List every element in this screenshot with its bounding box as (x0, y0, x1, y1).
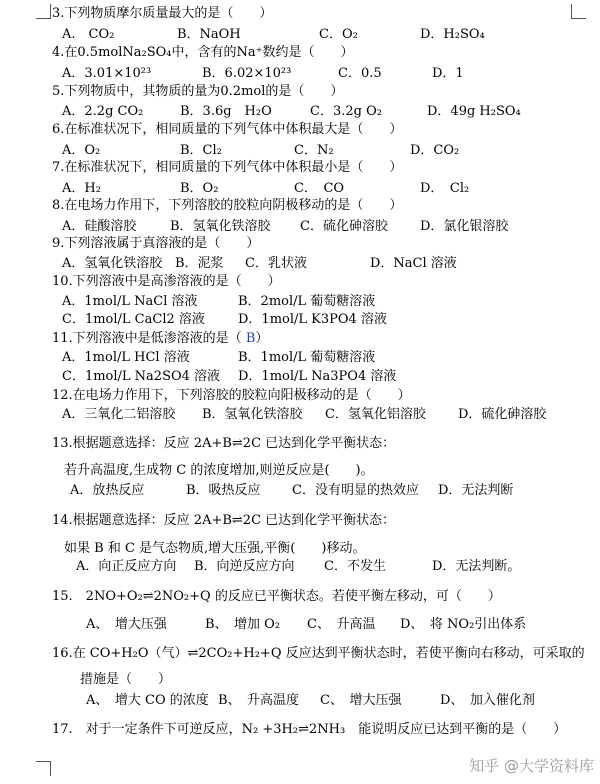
option-b: B．氢氧化铁溶胶 (202, 407, 303, 422)
question-stem: 12.在电场力作用下，下列溶胶的胶粒向阳极移动的是（ ） (52, 388, 411, 403)
option-c: C．氢氧化铝溶胶 (325, 407, 426, 422)
question-substem: 若升高温度,生成物 C 的浓度增加,则逆反应是( )。 (64, 463, 374, 478)
option-b: B．2mol/L 葡萄糖溶液 (238, 294, 376, 309)
option-c: C．乳状液 (245, 256, 307, 271)
option-d: D．CO₂ (410, 143, 460, 158)
option-c: C．1mol/L Na2SO4 溶液 (62, 369, 221, 384)
option-a: A．1mol/L NaCl 溶液 (62, 294, 198, 309)
question-stem: 4.在0.5molNa₂SO₄中，含有的Na⁺数约是（ ） (52, 45, 354, 60)
option-c: C、 升高温 (307, 617, 376, 632)
option-c: C、 增大压强 (320, 693, 402, 708)
question-stem: 9.下列溶液属于真溶液的是（ ） (52, 236, 260, 251)
option-d: D．NaCl 溶液 (370, 256, 457, 271)
option-c: C．没有明显的热效应 (292, 483, 419, 498)
option-d: D．H₂SO₄ (420, 27, 485, 42)
option-d: D、 将 NO₂引出体系 (400, 617, 527, 632)
option-b: B、 增加 O₂ (205, 617, 281, 632)
question-stem: 17. 对于一定条件下可逆反应，N₂ +3H₂⇌2NH₃ 能说明反应已达到平衡的是（ ） (52, 722, 567, 737)
option-b: B．氢氧化铁溶胶 (170, 219, 271, 234)
option-c: C． CO (294, 181, 345, 196)
option-c: C．硫化砷溶胶 (300, 219, 388, 234)
option-a: A. CO₂ (62, 27, 115, 42)
question-stem: 16.在 CO+H₂O（气）⇌2CO₂+H₂+Q 反应达到平衡状态时，若使平衡向右移动，可采取的 (52, 646, 585, 661)
crop-mark (571, 4, 586, 19)
option-d: D．无法判断 (438, 483, 514, 498)
option-c: C．O₂ (319, 27, 358, 42)
question-stem: 8.在电场力作用下，下列溶胶的胶粒向阴极移动的是（ ） (52, 198, 403, 213)
option-d: D．硫化砷溶胶 (458, 407, 547, 422)
option-a: A．O₂ (62, 143, 101, 158)
option-a: A．向正反应方向 (76, 559, 177, 574)
option-d: D．49g H₂SO₄ (427, 104, 521, 119)
option-d: D．氯化银溶胶 (420, 219, 509, 234)
option-a: A．放热反应 (70, 483, 145, 498)
option-b: B．O₂ (180, 181, 219, 196)
question-stem: 5.下列物质中，其物质的量为0.2mol的是（ ） (52, 84, 344, 99)
option-a: A．2.2g CO₂ (62, 104, 144, 119)
option-d: D． Cl₂ (420, 181, 470, 196)
option-b: B．Cl₂ (180, 143, 222, 158)
option-a: A．1mol/L HCl 溶液 (62, 350, 190, 365)
question-stem: 7.在标准状况下，相同质量的下列气体中体积最小是（ ） (52, 160, 403, 175)
question-stem: 14.根据题意选择：反应 2A+B⇌2C 已达到化学平衡状态： (52, 513, 396, 528)
option-a: A、 增大 CO 的浓度 (86, 693, 209, 708)
option-b: B．泥浆 (175, 256, 224, 271)
option-d: D．1mol/L K3PO4 溶液 (238, 312, 387, 327)
question-stem: 6.在标准状况下，相同质量的下列气体中体积最大是（ ） (52, 122, 403, 137)
option-a: A．3.01×10²³ (62, 66, 152, 81)
option-c: C．3.2g O₂ (310, 104, 382, 119)
option-a: A．三氧化二铝溶胶 (62, 407, 176, 422)
option-b: B．向逆反应方向 (194, 559, 295, 574)
option-b: B．NaOH (177, 27, 241, 42)
option-a: A．氢氧化铁溶胶 (62, 256, 163, 271)
option-c: C．不发生 (324, 559, 386, 574)
option-b: B．6.02×10²³ (202, 66, 292, 81)
option-b: B、 升高温度 (218, 693, 300, 708)
question-stem: 3.下列物质摩尔质量最大的是（ ） (52, 6, 273, 21)
option-c: C．N₂ (294, 143, 334, 158)
option-a: A．H₂ (62, 181, 101, 196)
question-stem: 11.下列溶液中是低渗溶液的是（ B） (52, 331, 269, 346)
crop-mark (36, 761, 51, 776)
question-stem: 10.下列溶液中是高渗溶液的是（ ） (52, 274, 281, 289)
option-d: D．1mol/L Na3PO4 溶液 (238, 369, 397, 384)
question-substem: 措施是（ ） (80, 672, 172, 687)
option-a: A、 增大压强 (86, 617, 167, 632)
question-substem: 如果 B 和 C 是气态物质,增大压强,平衡( )移动。 (64, 541, 366, 556)
option-b: B．3.6g H₂O (180, 104, 272, 119)
option-a: A．硅酸溶胶 (62, 219, 137, 234)
option-b: B．1mol/L 葡萄糖溶液 (238, 350, 376, 365)
option-c: C．0.5 (338, 66, 382, 81)
option-d: D．1 (432, 66, 464, 81)
option-d: D、 加入催化剂 (440, 693, 535, 708)
option-c: C．1mol/L CaCl2 溶液 (62, 312, 205, 327)
question-stem: 13.根据题意选择：反应 2A+B⇌2C 已达到化学平衡状态： (52, 436, 396, 451)
watermark: 知乎 @大学资料库 (469, 757, 594, 775)
question-stem: 15. 2NO+O₂⇌2NO₂+Q 的反应已平衡状态。若使平衡左移动，可（ ） (52, 589, 501, 604)
option-d: D．无法判断。 (432, 559, 521, 574)
crop-mark (36, 4, 51, 19)
answer-mark: B (245, 331, 256, 346)
option-b: B．吸热反应 (186, 483, 261, 498)
